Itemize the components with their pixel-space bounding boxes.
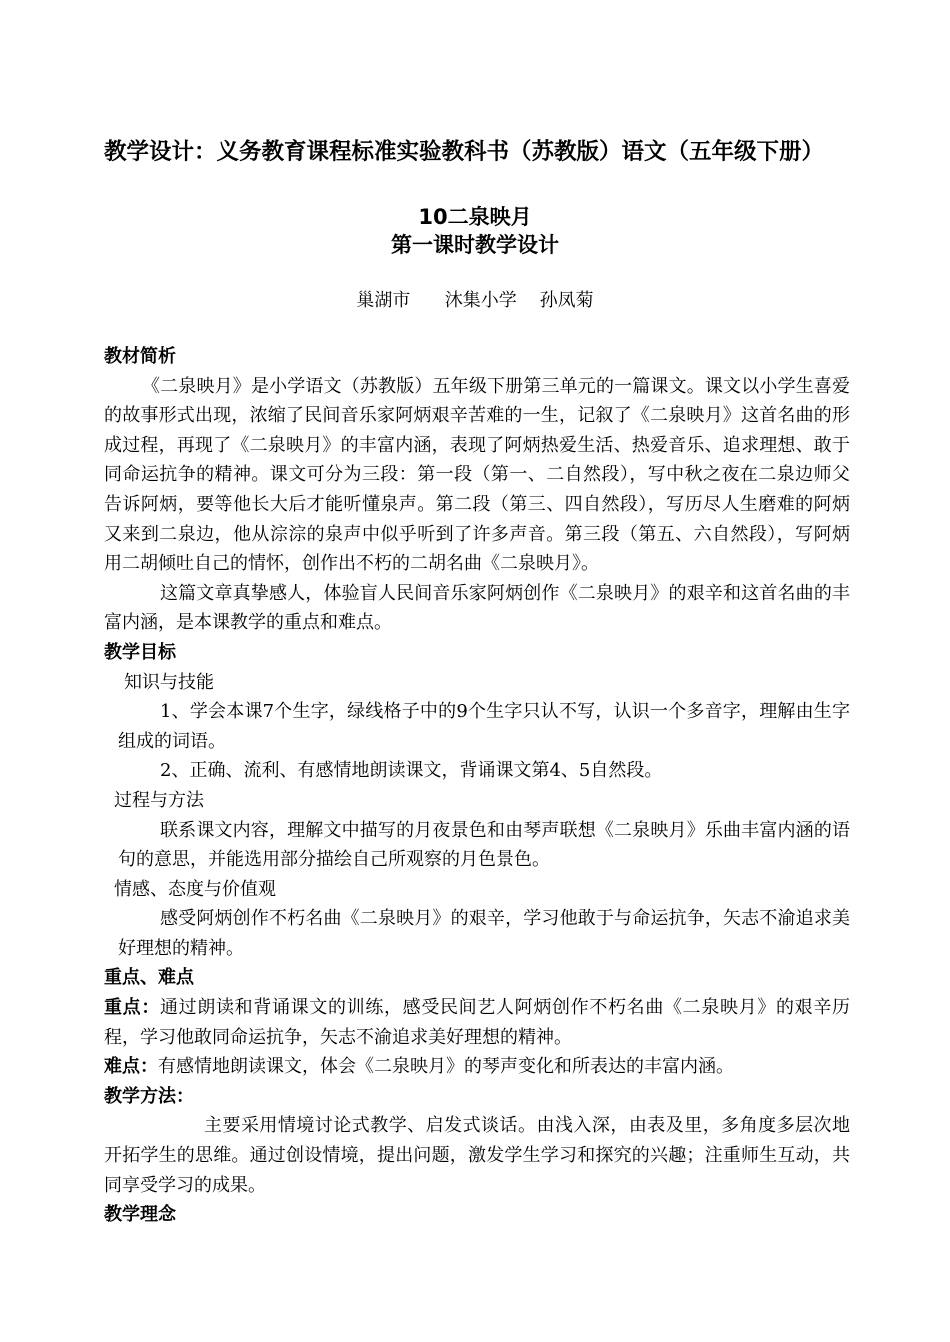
section-philosophy <box>104 1200 850 1230</box>
analysis-paragraph-1: 《二泉映月》是小学语文（苏教版）五年级下册第三单元的一篇课文。课文以小学生喜爱的故事形式出现，浓缩了民间音乐家阿炳艰辛苦难的一生，记叙了《二泉映月》这首名曲的形成过程，再现了《二泉映月》的丰富内涵，表现了阿炳热爱生活、热爱音乐、追求理想、敢于同命运抗争的精神。课文可分为三段：第一段（第一、二自然段），写中秋之夜在二泉边师父告诉阿炳，要等他长大后才能听懂泉声。第二段（第三、四自然段），写历尽人生磨难的阿炳又来到二泉边，他从淙淙的泉声中似乎听到了许多声音。第三段（第五、六自然段），写阿炳用二胡倾吐自己的情怀，创作出不朽的二胡名曲《二泉映月》。 <box>104 375 850 575</box>
section-methods <box>104 1082 850 1200</box>
key-point-text: 通过朗读和背诵课文的训练，感受民间艺人阿炳创作不朽名曲《二泉映月》的艰辛历程，学习他敢同命运抗争，矢志不渝追求美好理想的精神。 <box>104 997 850 1048</box>
section-analysis <box>104 342 850 638</box>
section-objectives <box>104 638 850 964</box>
section-heading-philosophy: 教学理念 <box>104 1204 176 1226</box>
difficulty-label: 难点： <box>104 1056 158 1078</box>
emotion-text: 感受阿炳创作不朽名曲《二泉映月》的艰辛，学习他敢于与命运抗争，矢志不渝追求美好理想的精神。 <box>118 908 850 959</box>
process-label: 过程与方法 <box>114 789 204 811</box>
methods-text: 主要采用情境讨论式教学、启发式谈话。由浅入深，由表及里，多角度多层次地开拓学生的思维。通过创设情境，提出问题，激发学生学习和探究的兴趣；注重师生互动，共同享受学习的成果。 <box>104 1115 850 1196</box>
section-heading-key-points: 重点、难点 <box>104 967 194 989</box>
section-heading-analysis: 教材简析 <box>104 346 176 367</box>
knowledge-item-2: 2、正确、流利、有感情地朗读课文，背诵课文第4、5自然段。 <box>160 760 663 782</box>
emotion-label: 情感、态度与价值观 <box>114 878 276 900</box>
process-text: 联系课文内容，理解文中描写的月夜景色和由琴声联想《二泉映月》乐曲丰富内涵的语句的意思，并能选用部分描绘自己所观察的月色景色。 <box>118 819 850 871</box>
knowledge-label: 知识与技能 <box>124 671 214 693</box>
document-body <box>104 342 850 1230</box>
key-point-paragraph <box>104 993 850 1052</box>
analysis-paragraph-2: 这篇文章真挚感人，体验盲人民间音乐家阿炳创作《二泉映月》的艰辛和这首名曲的丰富内涵，是本课教学的重点和难点。 <box>104 582 850 634</box>
knowledge-item-1: 1、学会本课7个生字，绿线格子中的9个生字只认不写，认识一个多音字，理解由生字组成的词语。 <box>118 701 850 752</box>
difficulty-text: 有感情地朗读课文，体会《二泉映月》的琴声变化和所表达的丰富内涵。 <box>158 1056 734 1078</box>
lesson-subtitle: 第一课时教学设计 <box>391 233 559 257</box>
difficulty-paragraph <box>104 1052 850 1082</box>
section-heading-objectives: 教学目标 <box>104 641 176 663</box>
lesson-title: 10二泉映月 <box>418 205 532 229</box>
author-line: 巢湖市 沐集小学 孙凤菊 <box>356 290 594 311</box>
document-title: 教学设计：义务教育课程标准实验教科书（苏教版）语文（五年级下册） <box>104 139 825 165</box>
section-key-points <box>104 963 850 1081</box>
key-point-label: 重点： <box>104 997 160 1019</box>
section-heading-methods: 教学方法： <box>104 1085 194 1107</box>
